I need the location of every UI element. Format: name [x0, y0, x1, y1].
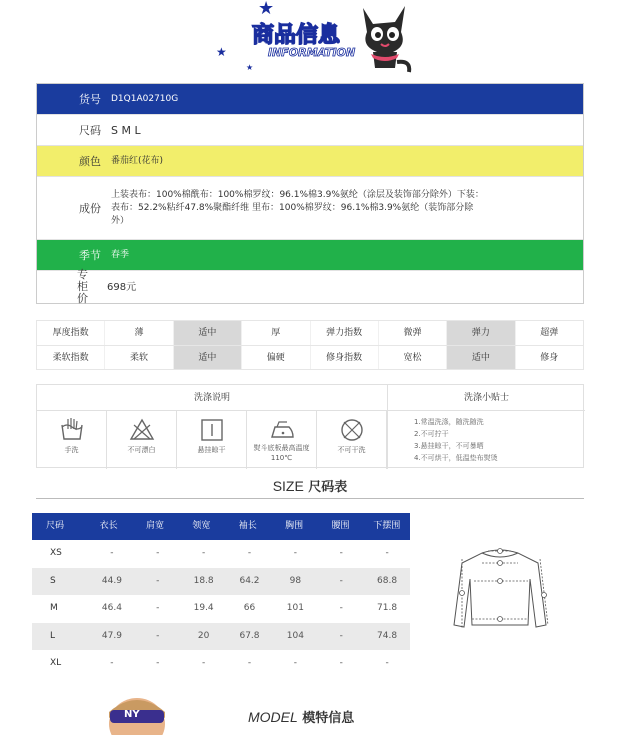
- star-icon: ★: [258, 0, 275, 19]
- size-header-cell: 胸围: [285, 521, 304, 531]
- size-cell: 74.8: [377, 630, 398, 641]
- table-row: [32, 623, 410, 651]
- index-cell: 超弹: [515, 321, 583, 345]
- size-header-cell: 肩宽: [145, 521, 164, 531]
- index-cell: 修身指数: [310, 346, 378, 369]
- wash-title: 洗涤说明: [37, 385, 387, 411]
- size-cell: 47.9: [101, 630, 122, 641]
- index-cell: 柔软: [104, 346, 172, 369]
- index-row: [37, 345, 583, 369]
- no-dryclean-icon: [339, 417, 365, 443]
- index-cell: 修身: [515, 346, 583, 369]
- index-row: [37, 321, 583, 345]
- size-cell: M: [50, 603, 58, 613]
- table-row: [32, 650, 410, 678]
- index-cell-selected: 适中: [446, 346, 514, 369]
- info-label: 季节: [79, 249, 101, 262]
- index-cell: 柔软指数: [52, 353, 89, 363]
- size-cell: -: [156, 548, 160, 558]
- size-cell: -: [110, 658, 114, 668]
- size-cell: 104: [286, 630, 304, 641]
- info-value: 番茄红(花布): [111, 155, 164, 166]
- size-cell: 101: [286, 603, 304, 613]
- info-value: S M L: [111, 123, 141, 137]
- size-cell: 66: [243, 603, 256, 613]
- size-cell: 71.8: [377, 603, 398, 613]
- logo: [252, 18, 362, 64]
- size-cell: -: [247, 548, 252, 558]
- size-cell: -: [110, 548, 114, 558]
- info-label: 尺码: [79, 124, 101, 137]
- size-cell: 19.4: [193, 603, 214, 613]
- size-header-cell: 衣长: [99, 521, 118, 531]
- size-header-cell: 尺码: [46, 521, 65, 531]
- size-cell: 46.4: [101, 603, 122, 613]
- info-value: 698元: [107, 281, 137, 293]
- size-cell: XL: [50, 658, 62, 668]
- wash-item: [177, 411, 247, 469]
- wash-tip: 3.悬挂晾干，不可暴晒: [414, 442, 484, 450]
- table-row: [32, 568, 410, 596]
- size-cell: -: [156, 658, 160, 668]
- info-row-composition: [37, 177, 583, 240]
- size-cell: 44.9: [101, 575, 122, 586]
- wash-caption: 手洗: [64, 446, 79, 454]
- hand-wash-icon: [59, 417, 85, 443]
- table-row: [32, 540, 410, 568]
- header: [0, 0, 620, 80]
- model-title-en: MODEL: [248, 709, 298, 725]
- star-icon: ★: [216, 45, 227, 59]
- size-title-cn: 尺码表: [308, 480, 348, 495]
- wash-instructions: [36, 384, 584, 468]
- info-label: 颜色: [79, 155, 101, 168]
- info-value: D1Q1A02710G: [111, 93, 179, 104]
- size-cell: -: [156, 630, 160, 641]
- size-cell: -: [339, 603, 343, 613]
- wash-caption: 悬挂晾干: [197, 446, 226, 454]
- size-cell: -: [385, 658, 389, 668]
- star-icon: ★: [246, 63, 254, 72]
- logo-title-en: INFORMATION: [268, 46, 356, 59]
- info-row-color: [37, 146, 583, 177]
- size-cell: -: [339, 658, 343, 668]
- wash-tips-title: 洗涤小贴士: [387, 385, 585, 411]
- size-cell: 64.2: [239, 575, 260, 586]
- info-value: 上装表布：100%棉酰布：100%棉罗纹：96.1%棉3.9%氨纶（涂层及装饰部分除外）下装：表布：52.2%粘纤47.8%聚酯纤维 里布：100%棉罗纹：96.1%棉3.9%氨纶（装饰部分除外）: [111, 189, 484, 226]
- index-cell-selected: 适中: [173, 321, 241, 345]
- size-cell: -: [202, 658, 206, 668]
- index-cell: 弹力指数: [310, 321, 378, 345]
- size-cell: -: [339, 575, 343, 586]
- info-label: 专柜价: [77, 268, 88, 305]
- index-cell-selected: 适中: [173, 346, 241, 369]
- size-cell: -: [247, 658, 252, 668]
- info-label: 成份: [79, 202, 101, 215]
- size-section-title: [0, 476, 620, 495]
- logo-title-cn: 商品信息: [252, 23, 341, 48]
- index-cell: 宽松: [378, 346, 446, 369]
- index-cell: 偏硬: [241, 346, 309, 369]
- size-cell: 18.8: [193, 575, 214, 586]
- wash-item: [37, 411, 107, 469]
- cat-mascot-icon: [355, 2, 415, 74]
- size-cell: 20: [197, 630, 210, 641]
- wash-item: [107, 411, 177, 469]
- index-cell: 微弹: [378, 321, 446, 345]
- info-row-season: [37, 240, 583, 271]
- hang-dry-icon: [199, 417, 225, 443]
- wash-item: [247, 411, 317, 469]
- measurement-diagram-icon: [452, 545, 552, 645]
- size-cell: -: [293, 658, 297, 668]
- size-cell: S: [50, 575, 56, 586]
- wash-tips: [387, 411, 585, 469]
- size-cell: L: [50, 630, 56, 641]
- size-title-en: SIZE: [272, 478, 304, 494]
- info-row-sku: [37, 84, 583, 115]
- model-photo: [104, 694, 170, 735]
- wash-caption: 不可干洗: [337, 446, 366, 454]
- size-header-cell: 领宽: [192, 521, 211, 531]
- no-bleach-icon: [129, 417, 155, 443]
- wash-caption: 不可漂白: [127, 446, 156, 454]
- size-table-header: [32, 513, 410, 540]
- product-info-table: [36, 83, 584, 304]
- wash-tip: 4.不可烘干，低温垫布熨烫: [414, 454, 498, 462]
- info-row-size: [37, 115, 583, 146]
- size-cell: -: [339, 548, 343, 558]
- size-cell: -: [293, 548, 297, 558]
- size-cell: 68.8: [377, 575, 398, 586]
- index-cell-selected: 弹力: [446, 321, 514, 345]
- size-header-cell: 袖长: [238, 521, 257, 531]
- size-cell: -: [202, 548, 206, 558]
- wash-tip: 1.常温洗涤，随洗随洗: [414, 418, 484, 426]
- divider: [36, 498, 584, 499]
- info-label: 货号: [79, 93, 101, 106]
- wash-caption: 熨斗底板最高温度110℃: [253, 444, 310, 462]
- model-title-cn: 模特信息: [302, 711, 355, 726]
- headband-text: NY: [124, 709, 140, 720]
- size-cell: -: [339, 630, 343, 641]
- size-header-cell: 腰围: [331, 521, 350, 531]
- size-table: [32, 513, 410, 678]
- table-row: [32, 595, 410, 623]
- info-row-price: [37, 268, 583, 305]
- size-cell: 67.8: [239, 630, 260, 641]
- iron-icon: [269, 417, 295, 443]
- fabric-index-table: [36, 320, 584, 370]
- index-cell: 厚度指数: [52, 328, 89, 338]
- wash-icons: [37, 411, 387, 469]
- size-cell: -: [156, 603, 160, 613]
- wash-tip: 2.不可拧干: [414, 430, 449, 438]
- size-header-cell: 下摆围: [373, 521, 401, 531]
- wash-item: [317, 411, 387, 469]
- info-value: 春季: [111, 249, 130, 260]
- index-cell: 薄: [104, 321, 172, 345]
- size-cell: -: [156, 575, 160, 586]
- size-cell: XS: [50, 548, 62, 558]
- size-cell: -: [385, 548, 389, 558]
- model-section-title: [248, 707, 354, 726]
- size-cell: 98: [289, 575, 302, 586]
- index-cell: 厚: [241, 321, 309, 345]
